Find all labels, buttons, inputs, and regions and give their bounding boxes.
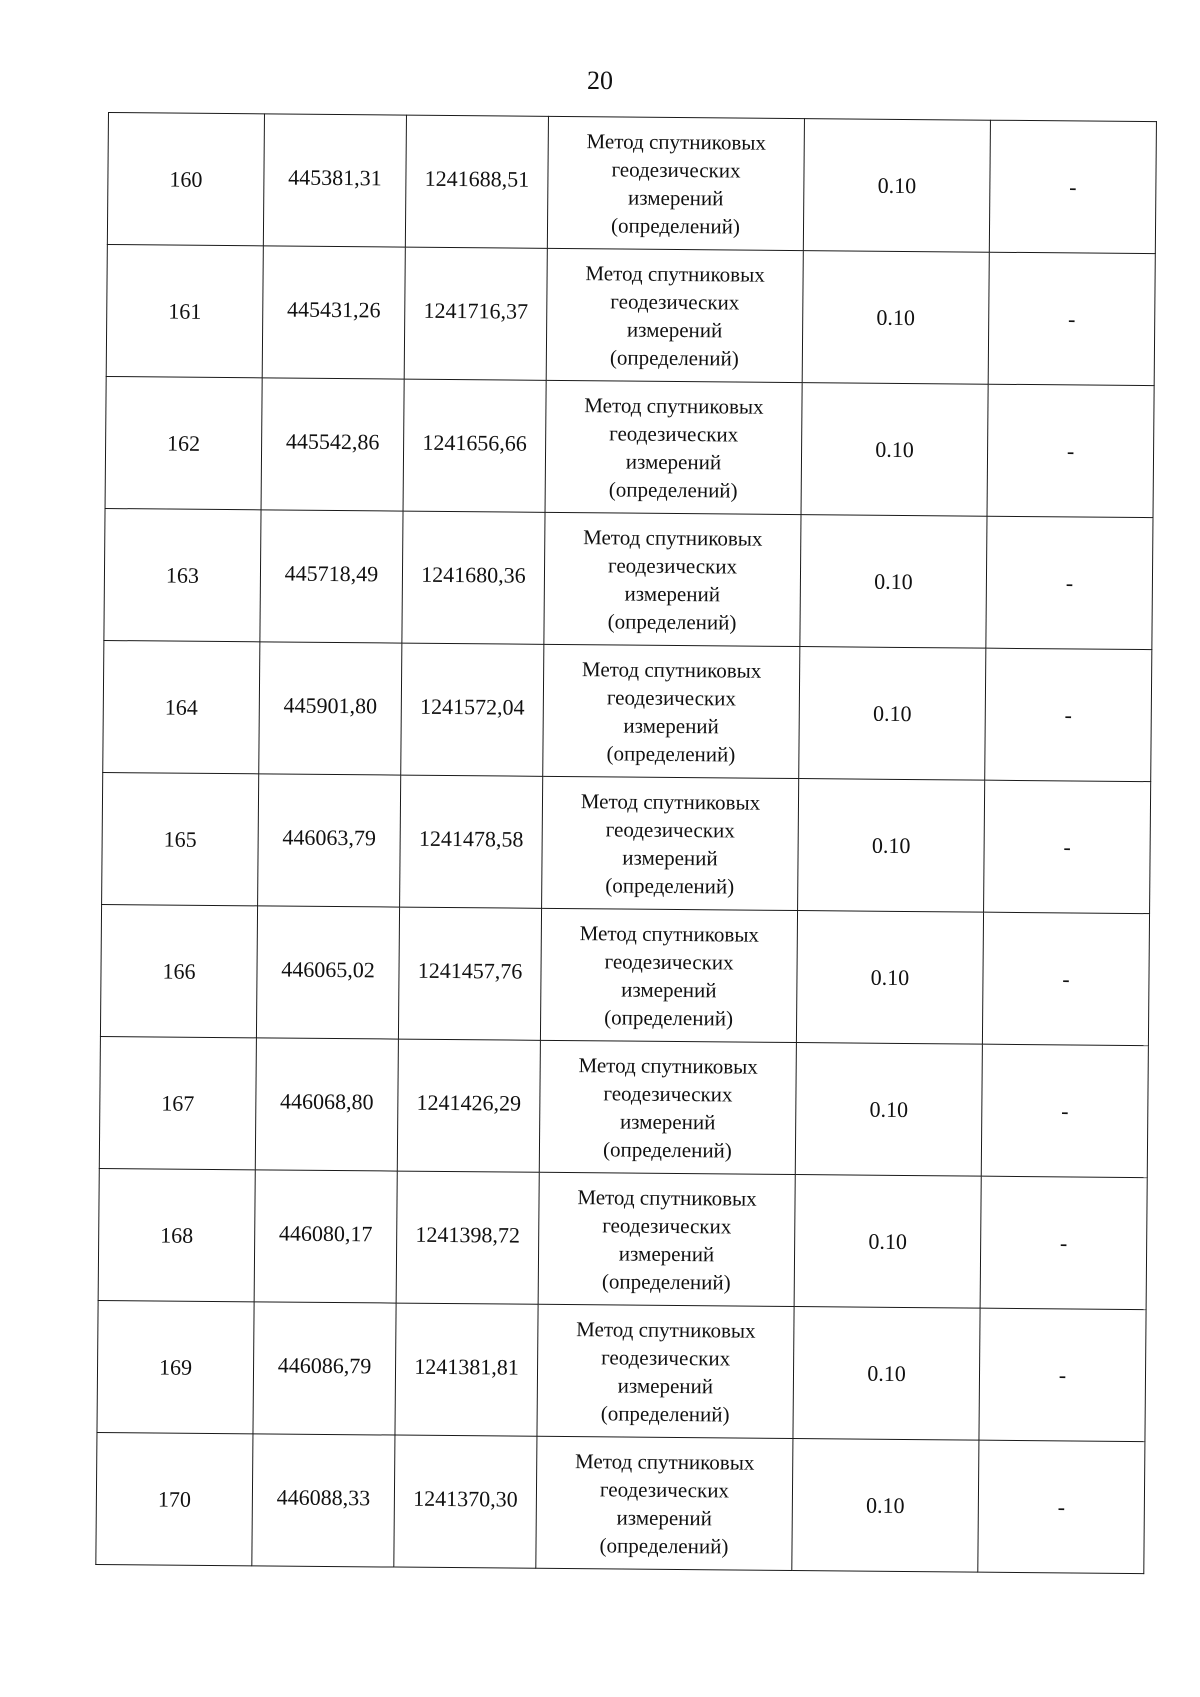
method-text-line: измерений [616,1504,713,1530]
method-text-line: геодезических [599,1476,730,1502]
accuracy-cell: 0.10 [795,1043,982,1177]
method-text-line: Метод спутниковых [583,524,763,551]
method-text-line: измерений [624,581,721,606]
point-number-cell: 160 [107,113,264,246]
table-row [106,244,1155,385]
x-coordinate-cell: 445431,26 [262,246,405,379]
point-number-cell: 162 [105,376,262,509]
method-text-line: измерений [626,317,723,342]
method-text-line: измерений [623,713,719,738]
x-coordinate-cell: 446063,79 [258,774,401,907]
point-number-cell: 164 [103,640,260,773]
note-cell: - [987,384,1154,517]
method-text-line: геодезических [607,552,738,579]
table-row [98,1168,1147,1309]
table-row [100,904,1149,1045]
y-coordinate-cell: 1241716,37 [404,247,547,380]
method-text-line: измерений [619,1109,716,1134]
point-number-cell: 163 [104,508,261,641]
method-text-line: измерений [618,1241,715,1266]
y-coordinate-cell: 1241572,04 [401,643,544,776]
method-cell [544,512,801,646]
method-text-line: измерений [625,449,722,474]
y-coordinate-cell: 1241381,81 [395,1303,538,1436]
method-text-line: Метод спутниковых [577,1184,757,1211]
y-coordinate-cell: 1241398,72 [396,1171,539,1304]
note-cell: - [986,516,1153,649]
method-cell [537,1304,794,1438]
note-cell: - [988,252,1155,385]
x-coordinate-cell: 446080,17 [254,1170,397,1303]
x-coordinate-cell: 445901,80 [259,642,402,775]
accuracy-cell: 0.10 [800,515,987,649]
note-cell: - [979,1308,1146,1441]
point-number-cell: 166 [100,904,257,1037]
method-text-line: (определений) [611,212,741,239]
note-cell: - [984,780,1151,913]
method-text-line: Метод спутниковых [581,656,762,683]
point-number-cell: 167 [99,1036,256,1169]
method-text-line: (определений) [599,1532,729,1558]
table-row [104,508,1153,649]
accuracy-cell: 0.10 [802,251,989,385]
method-text-line: геодезических [606,684,737,711]
x-coordinate-cell: 446088,33 [252,1434,395,1567]
method-text-line: геодезических [601,1344,731,1370]
x-coordinate-cell: 445381,31 [263,114,406,247]
method-text-line: геодезических [604,948,734,974]
method-text-line: Метод спутниковых [584,392,764,419]
x-coordinate-cell: 446068,80 [255,1038,398,1171]
accuracy-cell: 0.10 [796,911,983,1045]
y-coordinate-cell: 1241426,29 [397,1039,540,1172]
y-coordinate-cell: 1241656,66 [403,379,546,512]
method-text-line: (определений) [602,1136,732,1162]
method-text-line: Метод спутниковых [585,260,765,287]
accuracy-cell: 0.10 [801,383,988,517]
note-cell: - [981,1044,1148,1177]
method-text-line: (определений) [601,1268,731,1294]
table-body [96,113,1157,1574]
method-text-line: геодезических [602,1212,732,1238]
y-coordinate-cell: 1241370,30 [394,1435,537,1568]
method-text-line: (определений) [604,1004,734,1030]
method-text-line: геодезических [605,816,735,842]
point-number-cell: 169 [97,1300,254,1433]
method-text-line: (определений) [607,608,737,635]
accuracy-cell: 0.10 [793,1307,980,1441]
method-text-line: измерений [622,845,718,870]
method-cell [536,1436,793,1570]
point-number-cell: 170 [96,1432,253,1565]
method-cell [542,776,799,910]
table-row [99,1036,1148,1177]
method-cell [546,248,803,382]
table-row [103,640,1152,781]
page-number: 20 [587,66,613,95]
method-text-line: (определений) [609,344,739,371]
method-text-line: измерений [627,185,724,210]
y-coordinate-cell: 1241680,36 [402,511,545,644]
method-text-line: (определений) [606,740,736,766]
method-cell [543,644,800,778]
note-cell: - [978,1440,1145,1573]
x-coordinate-cell: 446065,02 [256,906,399,1039]
point-number-cell: 165 [102,772,259,905]
method-text-line: Метод спутниковых [574,1448,755,1475]
method-text-line: Метод спутниковых [579,920,760,947]
accuracy-cell: 0.10 [803,119,990,253]
accuracy-cell: 0.10 [794,1175,981,1309]
point-number-cell: 161 [106,244,263,377]
accuracy-cell: 0.10 [799,647,986,781]
method-cell [547,116,804,250]
method-cell [540,908,797,1042]
accuracy-cell: 0.10 [798,779,985,913]
method-text-line: геодезических [611,156,741,183]
accuracy-cell: 0.10 [792,1439,979,1573]
note-cell: - [985,648,1152,781]
table-row [107,113,1156,254]
method-cell [539,1040,796,1174]
table-row [96,1432,1145,1573]
y-coordinate-cell: 1241457,76 [398,907,541,1040]
x-coordinate-cell: 446086,79 [253,1302,396,1435]
method-text-line: (определений) [600,1400,730,1426]
note-cell: - [980,1176,1147,1309]
note-cell: - [989,120,1156,253]
point-number-cell: 168 [98,1168,255,1301]
method-text-line: (определений) [608,476,738,503]
table-row [97,1300,1146,1441]
method-text-line: геодезических [603,1080,733,1106]
x-coordinate-cell: 445542,86 [261,378,404,511]
method-cell [538,1172,795,1306]
note-cell: - [982,912,1149,1045]
y-coordinate-cell: 1241478,58 [400,775,543,908]
method-cell [545,380,802,514]
method-text-line: Метод спутниковых [576,1316,756,1343]
method-text-line: (определений) [605,872,735,898]
x-coordinate-cell: 445718,49 [260,510,403,643]
table-row [105,376,1154,517]
method-text-line: Метод спутниковых [580,788,761,815]
method-text-line: геодезических [610,288,740,315]
method-text-line: геодезических [609,420,739,447]
table-row [102,772,1151,913]
method-text-line: Метод спутниковых [578,1052,758,1079]
y-coordinate-cell: 1241688,51 [405,115,548,248]
method-text-line: измерений [621,977,717,1002]
method-text-line: Метод спутниковых [586,128,767,155]
coordinates-table [95,112,1157,1574]
method-text-line: измерений [617,1372,714,1398]
